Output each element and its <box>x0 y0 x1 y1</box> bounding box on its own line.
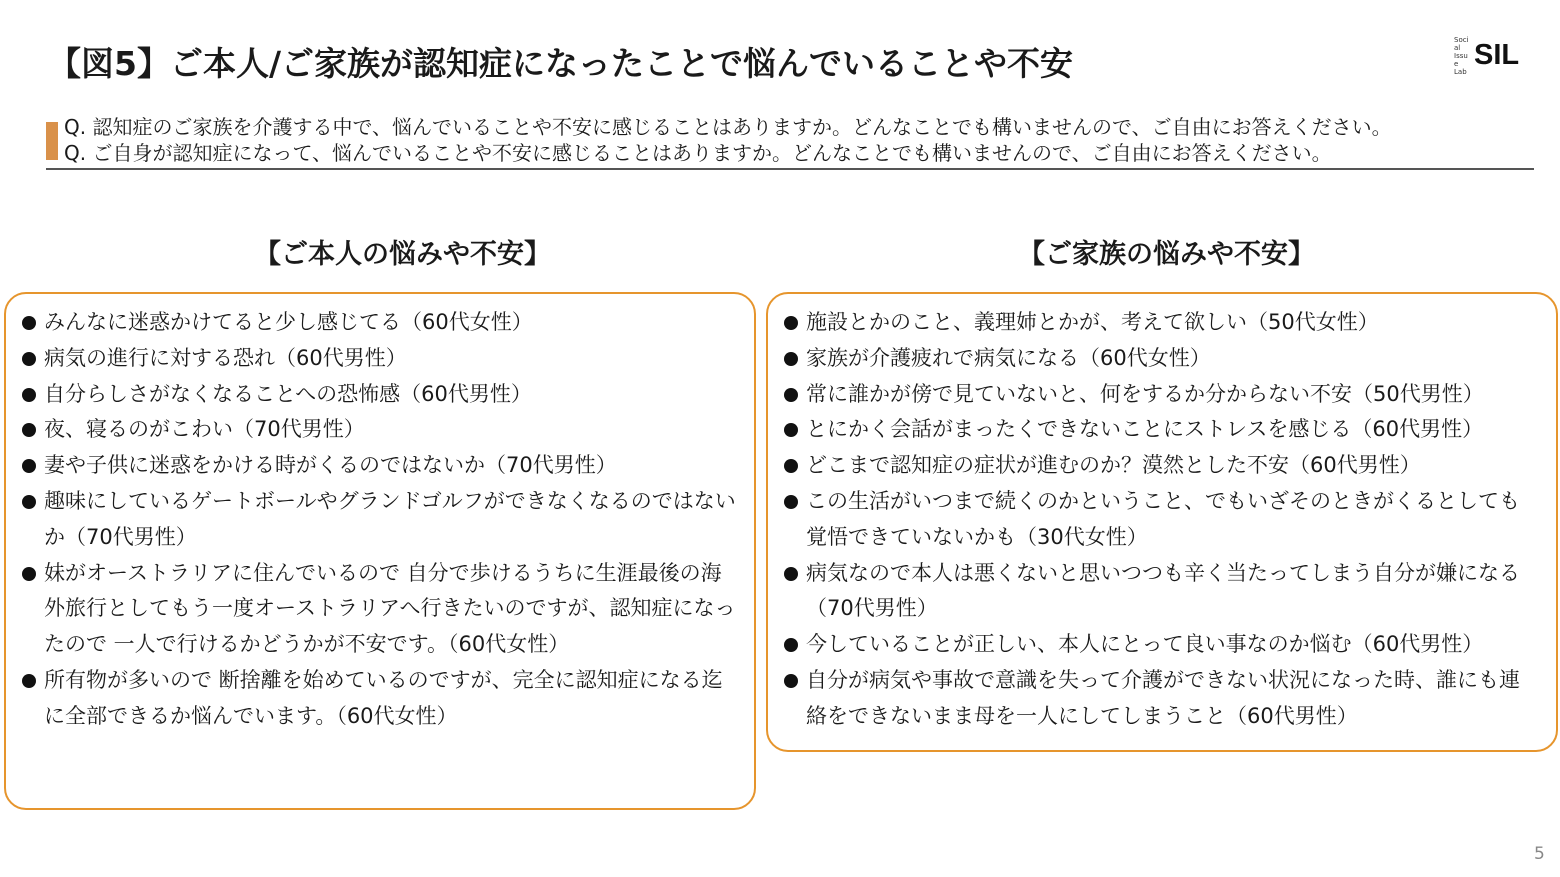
bullet-icon <box>22 423 36 437</box>
heading-family-concerns: 【ご家族の悩みや不安】 <box>1018 239 1315 270</box>
bullet-icon <box>784 423 798 437</box>
bullet-icon <box>784 674 798 688</box>
bullet-icon <box>22 459 36 473</box>
bullet-icon <box>22 567 36 581</box>
item-text: 家族が介護疲れで病気になる（60代女性） <box>806 345 1211 370</box>
bullet-icon <box>784 567 798 581</box>
bullet-icon <box>22 388 36 402</box>
item-text: 妻や子供に迷惑をかける時がくるのではないか（70代男性） <box>44 453 617 478</box>
item-text: 自分らしさがなくなることへの恐怖感（60代男性） <box>44 381 532 406</box>
list-item <box>784 556 1536 628</box>
heading-patient-concerns: 【ご本人の悩みや不安】 <box>254 239 551 270</box>
item-text: 妹がオーストラリアに住んでいるので 自分で歩けるうちに生涯最後の海外旅行としてもう一度オーストラリアへ行きたいのですが、認知症になったので 一人で行けるかどうかが不安です。（60代女性） <box>44 560 736 657</box>
list-item <box>22 556 738 663</box>
list-item <box>784 412 1536 448</box>
page-number: 5 <box>1534 844 1545 864</box>
question-self: Q. ご自身が認知症になって、悩んでいることや不安に感じることはありますか。どんなことでも構いませんので、ご自由にお答えください。 <box>64 141 1332 165</box>
item-text: 趣味にしているゲートボールやグランドゴルフができなくなるのではないか（70代男性） <box>44 488 736 549</box>
bullet-icon <box>784 352 798 366</box>
item-text: みんなに迷惑かけてると少し感じてる（60代女性） <box>44 310 533 334</box>
question-accent-bar <box>46 122 58 160</box>
item-text: どこまで認知症の症状が進むのか？漠然とした不安（60代男性） <box>806 453 1421 478</box>
list-item <box>22 412 738 448</box>
list-item <box>22 448 738 484</box>
bullet-icon <box>784 495 798 509</box>
question-family: Q. 認知症のご家族を介護する中で、悩んでいることや不安に感じることはありますか。どんなことでも構いませんので、ご自由にお答えください。 <box>64 115 1392 139</box>
list-item <box>784 341 1536 377</box>
patient-concerns-list <box>22 305 738 735</box>
logo-small-text: Social Issue Lab <box>1454 36 1469 76</box>
item-text: 病気なので本人は悪くないと思いつつも辛く当たってしまう自分が嫌になる（70代男性） <box>806 560 1520 621</box>
item-text: 自分が病気や事故で意識を失って介護ができない状況になった時、誰にも連絡をできないまま母を一人にしてしまうこと（60代男性） <box>806 667 1520 728</box>
logo-big-text: SIL <box>1474 39 1520 71</box>
item-text: 病気の進行に対する恐れ（60代男性） <box>44 345 407 370</box>
bullet-icon <box>22 495 36 509</box>
list-item <box>784 484 1536 556</box>
bullet-icon <box>784 459 798 473</box>
question-block <box>64 114 1392 166</box>
list-item <box>784 627 1536 663</box>
list-item <box>784 305 1536 341</box>
bullet-icon <box>22 352 36 366</box>
item-text: 常に誰かが傍で見ていないと、何をするか分からない不安（50代男性） <box>806 381 1484 406</box>
item-text: 夜、寝るのがこわい（70代男性） <box>44 417 365 442</box>
item-text: 所有物が多いので 断捨離を始めているのですが、完全に認知症になる迄に全部できるか悩んでいます。（60代女性） <box>44 667 723 728</box>
item-text: 施設とかのこと、義理姉とかが、考えて欲しい（50代女性） <box>806 310 1379 334</box>
item-text: とにかく会話がまったくできないことにストレスを感じる（60代男性） <box>806 417 1484 442</box>
list-item <box>22 663 738 735</box>
bullet-icon <box>784 638 798 652</box>
bullet-icon <box>784 316 798 330</box>
family-concerns-list <box>784 305 1536 735</box>
bullet-icon <box>22 316 36 330</box>
page-title: 【図5】ご本人/ご家族が認知症になったことで悩んでいることや不安 <box>48 44 1074 83</box>
list-item <box>784 663 1536 735</box>
item-text: 今していることが正しい、本人にとって良い事なのか悩む（60代男性） <box>806 632 1484 657</box>
list-item <box>22 305 738 341</box>
list-item <box>784 377 1536 413</box>
bullet-icon <box>784 388 798 402</box>
list-item <box>22 341 738 377</box>
question-divider <box>46 168 1534 170</box>
bullet-icon <box>22 674 36 688</box>
sil-logo <box>1454 35 1528 75</box>
list-item <box>22 484 738 556</box>
list-item <box>22 377 738 413</box>
item-text: この生活がいつまで続くのかということ、でもいざそのときがくるとしても覚悟できていないかも（30代女性） <box>806 488 1520 549</box>
list-item <box>784 448 1536 484</box>
